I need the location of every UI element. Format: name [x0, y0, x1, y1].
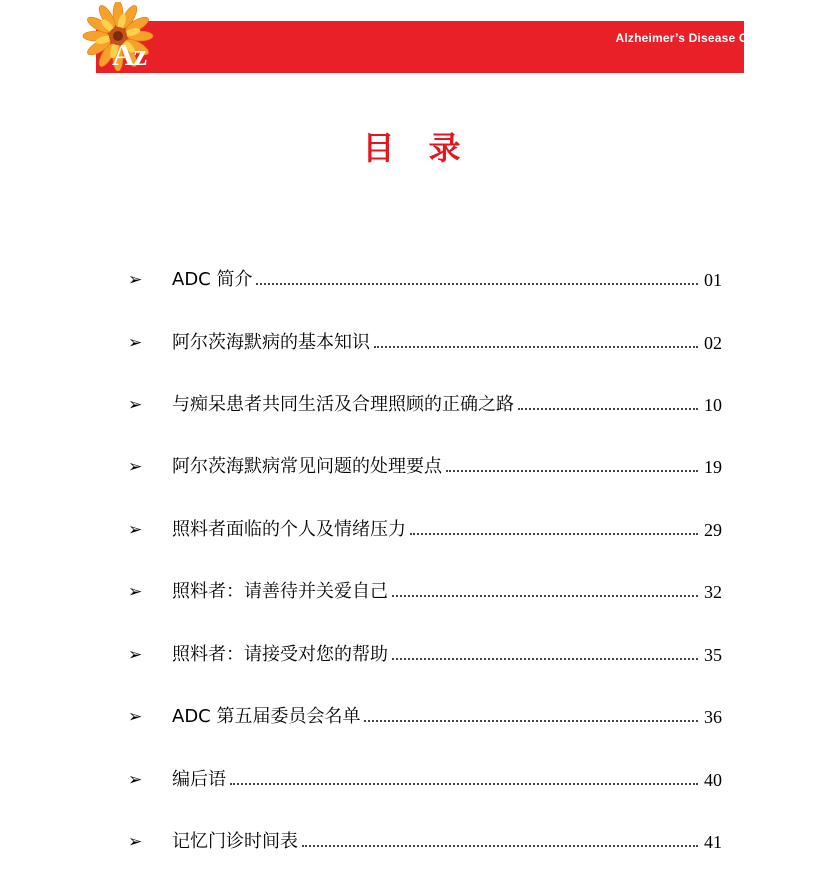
arrow-bullet-icon: ➢	[128, 832, 143, 852]
arrow-bullet-icon: ➢	[128, 520, 143, 540]
toc-entry[interactable]	[128, 640, 722, 670]
toc-entry-page: 35	[704, 645, 722, 665]
toc-entry[interactable]	[128, 515, 722, 545]
toc-entry-label: 照料者：请接受对您的帮助	[172, 644, 388, 665]
toc-entry[interactable]	[128, 390, 722, 420]
arrow-bullet-icon: ➢	[128, 457, 143, 477]
toc-entry[interactable]	[128, 452, 722, 482]
toc-entry-page: 29	[704, 520, 722, 540]
toc-entry[interactable]	[128, 765, 722, 795]
toc-entry-page: 40	[704, 770, 722, 790]
arrow-bullet-icon: ➢	[128, 770, 143, 790]
toc-entry[interactable]	[128, 328, 722, 358]
dot-leader	[374, 345, 698, 348]
dot-leader	[364, 719, 698, 722]
toc-entry[interactable]	[128, 827, 722, 857]
dot-leader	[392, 594, 698, 597]
toc-entry-label: 记忆门诊时间表	[172, 831, 298, 852]
toc-entry-label: 照料者：请善待并关爱自己	[172, 581, 388, 602]
toc-entry-label: 阿尔茨海默病的基本知识	[172, 332, 370, 353]
dot-leader	[446, 469, 698, 472]
toc-entry-label: 照料者面临的个人及情绪压力	[172, 519, 406, 540]
logo-text: Az	[112, 37, 147, 72]
toc-entry-page: 41	[704, 832, 722, 852]
arrow-bullet-icon: ➢	[128, 582, 143, 602]
arrow-bullet-icon: ➢	[128, 395, 143, 415]
dot-leader	[230, 782, 698, 785]
arrow-bullet-icon: ➢	[128, 645, 143, 665]
arrow-bullet-icon: ➢	[128, 707, 143, 727]
toc-entry-page: 02	[704, 333, 722, 353]
dot-leader	[410, 532, 698, 535]
toc-entry-page: 10	[704, 395, 722, 415]
toc-entry-label: 阿尔茨海默病常见问题的处理要点	[172, 456, 442, 477]
toc-entry-label: 编后语	[172, 769, 226, 790]
toc-entry[interactable]	[128, 577, 722, 607]
toc-entry[interactable]	[128, 702, 722, 732]
dot-leader	[392, 657, 698, 660]
toc-entry-page: 01	[704, 270, 722, 290]
arrow-bullet-icon: ➢	[128, 333, 143, 353]
page-title: 目录	[362, 129, 495, 167]
dot-leader	[302, 844, 698, 847]
brand-text: Alzheimer’s Disease Chinese	[615, 31, 787, 45]
dot-leader	[256, 282, 698, 285]
toc-entry-label: ADC 简介	[172, 269, 253, 290]
toc-entry-page: 19	[704, 457, 722, 477]
toc-entry-page: 36	[704, 707, 722, 727]
toc-entry-label: 与痴呆患者共同生活及合理照顾的正确之路	[172, 394, 514, 415]
toc-entry[interactable]	[128, 265, 722, 295]
toc-entry-page: 32	[704, 582, 722, 602]
arrow-bullet-icon: ➢	[128, 270, 143, 290]
toc-entry-label: ADC 第五届委员会名单	[172, 706, 361, 727]
dot-leader	[518, 407, 698, 410]
